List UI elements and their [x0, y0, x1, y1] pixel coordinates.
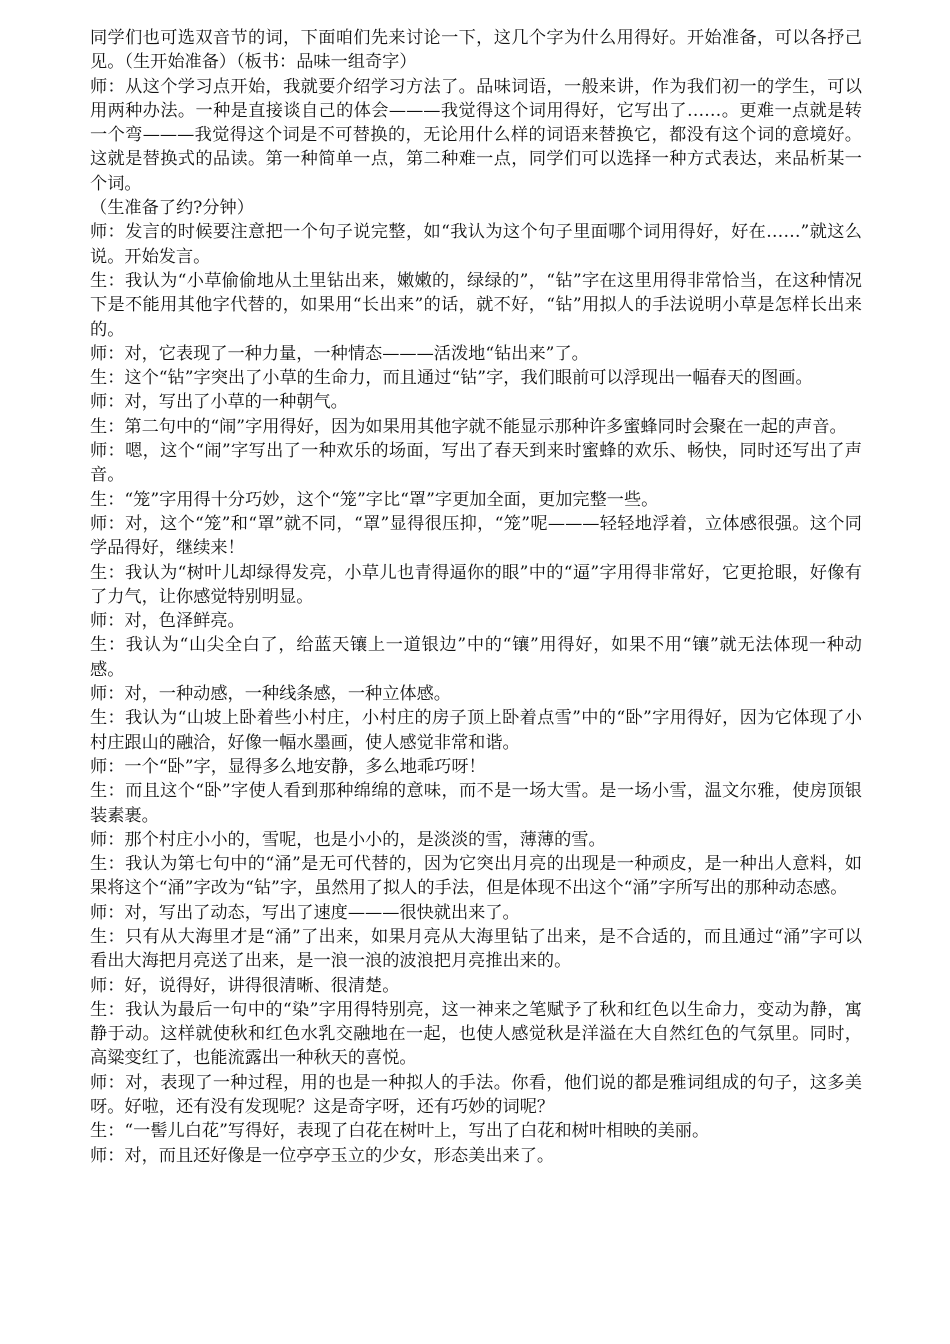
paragraph: 师：对，而且还好像是一位亭亭玉立的少女，形态美出来了。	[90, 1145, 555, 1166]
paragraph: 生：而且这个“卧”字使人看到那种绵绵的意味，而不是一场大雪。是一场小雪，温文尔雅，使房顶银装素裹。	[90, 781, 862, 826]
paragraph: 师：对，一种动感，一种线条感，一种立体感。	[90, 684, 451, 705]
paragraph: 师：对，色泽鲜亮。	[90, 611, 245, 632]
paragraph: 师：对，写出了动态，写出了速度———很快就出来了。	[90, 902, 520, 923]
paragraph: 师：嗯，这个“闹”字写出了一种欢乐的场面，写出了春天到来时蜜蜂的欢乐、畅快，同时还写出了声音。	[90, 441, 862, 486]
paragraph: 师：一个“卧”字，显得多么地安静，多么地乖巧呀！	[90, 756, 486, 777]
paragraph: 生：我认为“树叶儿却绿得发亮，小草儿也青得逼你的眼”中的“逼”字用得非常好，它更抢眼，好像有了力气，让你感觉特别明显。	[90, 562, 862, 607]
paragraph: 生：只有从大海里才是“涌”了出来，如果月亮从大海里钻了出来，是不合适的，而且通过“涌”字可以看出大海把月亮送了出来，是一浪一浪的波浪把月亮推出来的。	[90, 926, 862, 972]
paragraph: 生：我认为“山坡上卧着些小村庄，小村庄的房子顶上卧着点雪”中的“卧”字用得好，因为它体现了小村庄跟山的融洽，好像一幅水墨画，使人感觉非常和谐。	[90, 708, 862, 753]
paragraph: 师：对，它表现了一种力量，一种情态———活泼地“钻出来”了。	[90, 343, 589, 364]
paragraph: 生：我认为最后一句中的“染”字用得特别亮，这一神来之笔赋予了秋和红色以生命力，变动为静，寓静于动。这样就使秋和红色水乳交融地在一起，也使人感觉秋是洋溢在大自然红色的气氛里。同时，高粱变红了，也能流露出一种秋天的喜悦。	[90, 999, 862, 1069]
paragraph: 生：这个“钻”字突出了小草的生命力，而且通过“钻”字，我们眼前可以浮现出一幅春天的图画。	[90, 368, 813, 389]
paragraph: 师：对，写出了小草的一种朝气。	[90, 392, 348, 413]
paragraph: 师：发言的时候要注意把一个句子说完整，如“我认为这个句子里面哪个词用得好，好在……”就这么说。开始发言。	[90, 222, 862, 267]
paragraph: 同学们也可选双音节的词，下面咱们先来讨论一下，这几个字为什么用得好。开始准备，可以各抒己见。（生开始准备）（板书：品味一组奇字）	[90, 28, 862, 73]
paragraph: 生：第二句中的“闹”字用得好，因为如果用其他字就不能显示那种许多蜜蜂同时会聚在一起的声音。	[90, 416, 847, 437]
paragraph: 师：那个村庄小小的，雪呢，也是小小的，是淡淡的雪，薄薄的雪。	[90, 829, 606, 850]
paragraph: 师：好，说得好，讲得很清晰、很清楚。	[90, 975, 400, 996]
paragraph: 师：对，这个“笼”和“罩”就不同，“罩”显得很压抑，“笼”呢———轻轻地浮着，立体感很强。这个同学品得好，继续来！	[90, 513, 862, 559]
paragraph: （生准备了约?分钟）	[90, 198, 254, 219]
paragraph: 生：“笼”字用得十分巧妙，这个“笼”字比“罩”字更加全面，更加完整一些。	[90, 489, 659, 510]
paragraph: 生：我认为“山尖全白了，给蓝天镶上一道银边”中的“镶”用得好，如果不用“镶”就无法体现一种动感。	[90, 635, 862, 680]
paragraph: 生：我认为第七句中的“涌”是无可代替的，因为它突出月亮的出现是一种顽皮，是一种出人意料，如果将这个“涌”字改为“钻”字，虽然用了拟人的手法，但是体现不出这个“涌”字所写出的那种动态感。	[90, 854, 862, 899]
paragraph: 生：“一髻儿白花”写得好，表现了白花在树叶上，写出了白花和树叶相映的美丽。	[90, 1121, 710, 1142]
paragraph: 师：从这个学习点开始，我就要介绍学习方法了。品味词语，一般来讲，作为我们初一的学生，可以用两种办法。一种是直接谈自己的体会———我觉得这个词用得好，它写出了……。更难一点就是转一个弯———我觉得这个词是不可替换的，无论用什么样的词语来替换它，都没有这个词的意境好。这就是替换式的品读。第一种简单一点，第二种难一点，同学们可以选择一种方式表达，来品析某一个词。	[90, 76, 862, 194]
paragraph: 师：对，表现了一种过程，用的也是一种拟人的手法。你看，他们说的都是雅词组成的句子，这多美呀。好啦，还有没有发现呢？这是奇字呀，还有巧妙的词呢？	[90, 1072, 862, 1118]
document-body	[90, 26, 862, 1168]
paragraph: 生：我认为“小草偷偷地从土里钻出来，嫩嫩的，绿绿的”，“钻”字在这里用得非常恰当，在这种情况下是不能用其他字代替的，如果用“长出来”的话，就不好，“钻”用拟人的手法说明小草是怎样长出来的。	[90, 270, 862, 340]
